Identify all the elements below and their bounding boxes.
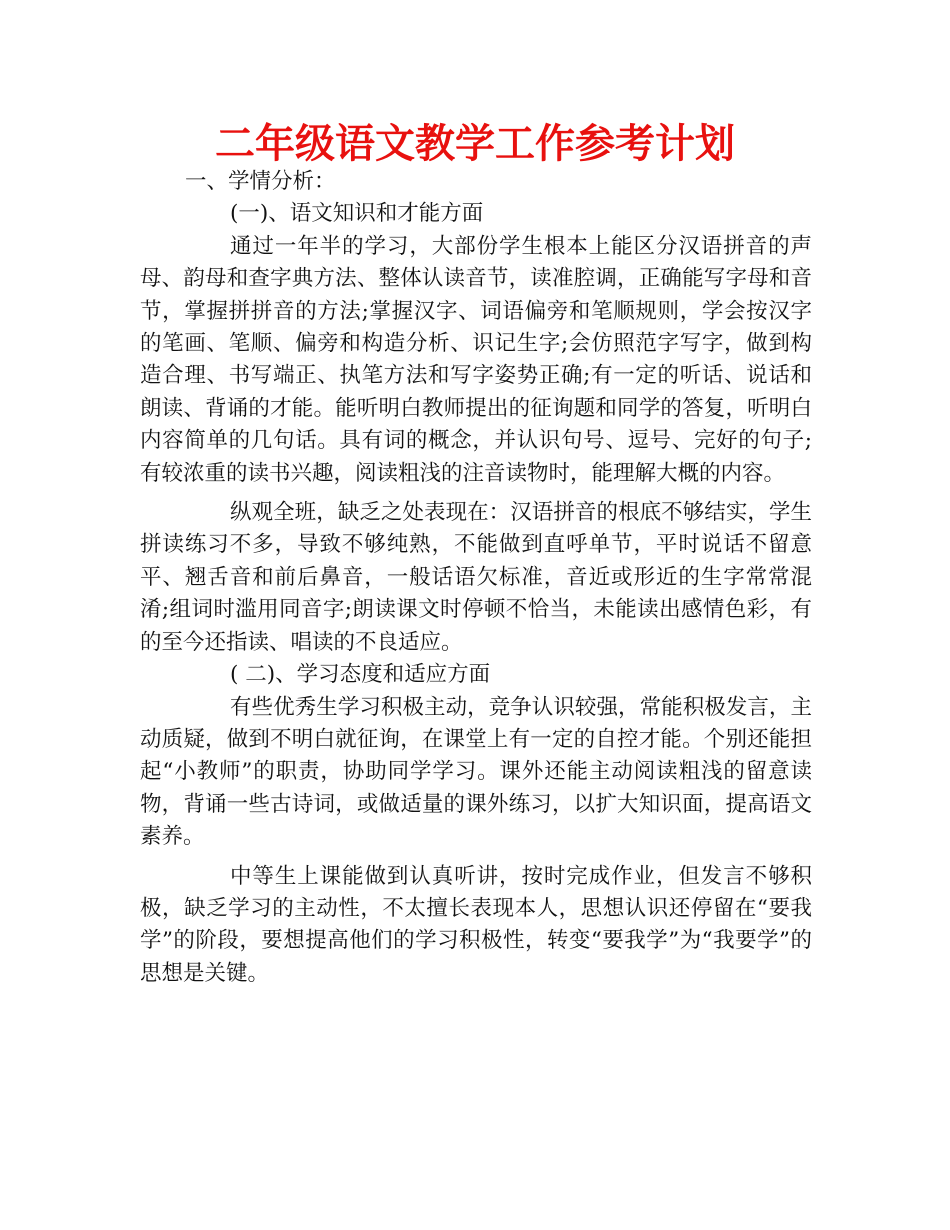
subsection-heading-knowledge-ability: (一)、语文知识和才能方面 — [230, 201, 484, 227]
paragraph-excellent-students: 有些优秀生学习积极主动，竞争认识较强，常能积极发言，主动质疑，做到不明白就征询，在课堂上有一定的自控才能。个别还能担起“小教师”的职责，协助同学学习。课外还能主动阅读粗浅的留意读物，背诵一些古诗词，或做适量的课外练习，以扩大知识面，提高语文素养。 — [140, 694, 812, 850]
paragraph-strengths: 通过一年半的学习，大部份学生根本上能区分汉语拼音的声母、韵母和查字典方法、整体认读音节，读准腔调，正确能写字母和音节，掌握拼拼音的方法;掌握汉字、词语偏旁和笔顺规则，学会按汉字的笔画、笔顺、偏旁和构造分析、识记生字;会仿照范字写字，做到构造合理、书写端正、执笔方法和写字姿势正确;有一定的听话、说话和朗读、背诵的才能。能听明白教师提出的征询题和同学的答复，听明白内容简单的几句话。具有词的概念，并认识句号、逗号、完好的句子;有较浓重的读书兴趣，阅读粗浅的注音读物时，能理解大概的内容。 — [140, 233, 812, 486]
paragraph-average-students: 中等生上课能做到认真听讲，按时完成作业，但发言不够积极，缺乏学习的主动性，不太擅长表现本人，思想认识还停留在“要我学”的阶段，要想提高他们的学习积极性，转变“要我学”为“我要学”的思想是关键。 — [140, 863, 812, 986]
document-title: 二年级语文教学工作参考计划 — [215, 121, 735, 167]
paragraph-weaknesses: 纵观全班，缺乏之处表现在：汉语拼音的根底不够结实，学生拼读练习不多，导致不够纯熟，不能做到直呼单节，平时说话不留意平、翘舌音和前后鼻音，一般话语欠标准，音近或形近的生字常常混淆;组词时滥用同音字;朗读课文时停顿不恰当，未能读出感情色彩，有的至今还指读、唱读的不良适应。 — [140, 500, 812, 655]
document-body — [140, 166, 812, 990]
section-heading-learning-analysis: 一、学情分析： — [185, 169, 336, 194]
subsection-heading-attitude-habits: ( 二)、学习态度和适应方面 — [230, 662, 491, 688]
